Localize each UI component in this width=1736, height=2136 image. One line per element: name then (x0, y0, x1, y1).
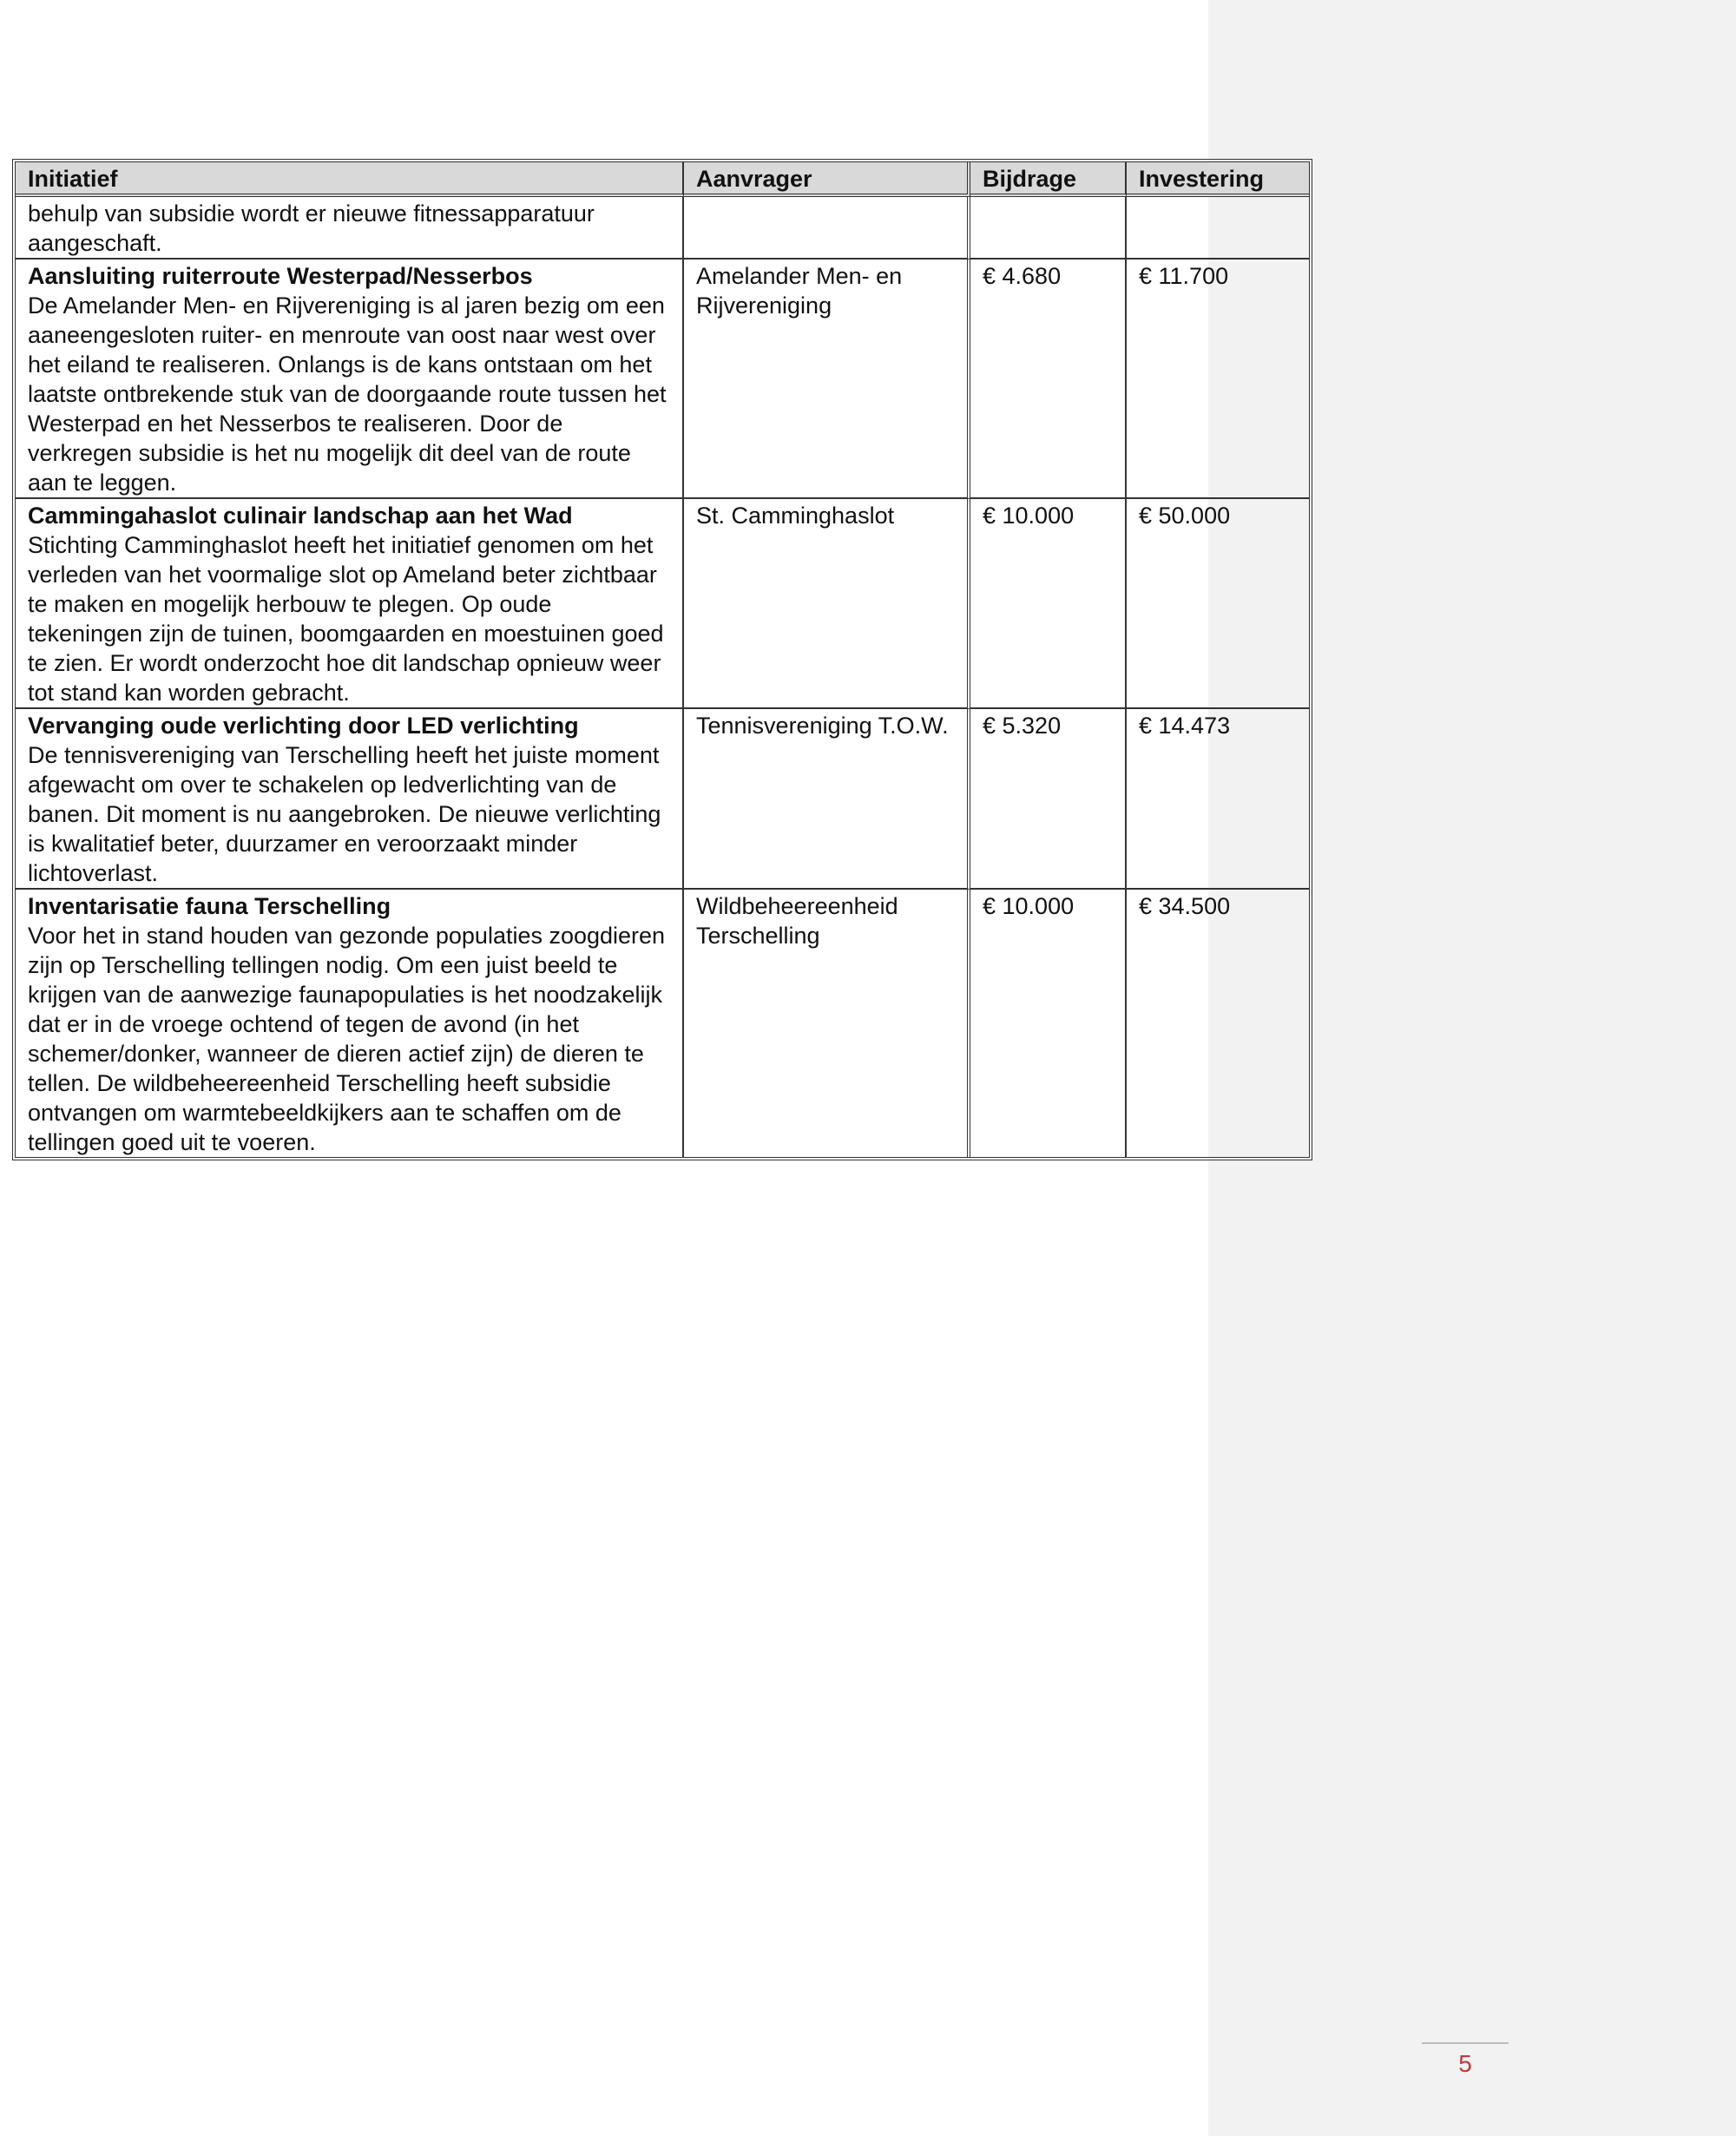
table-row (16, 890, 1309, 1157)
initiative-cell (16, 260, 684, 499)
subsidy-table-container (12, 159, 1305, 1160)
applicant-cell: Tennisvereniging T.O.W. (684, 709, 970, 890)
initiative-title: Inventarisatie fauna Terschelling (28, 893, 391, 919)
investment-cell: € 11.700 (1127, 260, 1309, 499)
investment-cell: € 14.473 (1127, 709, 1309, 890)
table-row (16, 499, 1309, 709)
contribution-cell: € 10.000 (970, 499, 1127, 709)
footer-divider (1422, 2042, 1509, 2044)
header-investering: Investering (1127, 162, 1309, 197)
initiative-cell (16, 890, 684, 1157)
subsidy-table (12, 159, 1312, 1160)
header-aanvrager: Aanvrager (684, 162, 970, 197)
initiative-title: Cammingahaslot culinair landschap aan het Wad (28, 503, 573, 529)
applicant-cell: St. Camminghaslot (684, 499, 970, 709)
table-row (16, 260, 1309, 499)
applicant-cell (684, 197, 970, 260)
applicant-cell: Wildbeheereenheid Terschelling (684, 890, 970, 1157)
contribution-cell: € 10.000 (970, 890, 1127, 1157)
contribution-cell: € 5.320 (970, 709, 1127, 890)
investment-cell: € 50.000 (1127, 499, 1309, 709)
initiative-description: behulp van subsidie wordt er nieuwe fitnessapparatuur aangeschaft. (28, 200, 595, 256)
header-initiatief: Initiatief (16, 162, 684, 197)
initiative-description: Stichting Camminghaslot heeft het initiatief genomen om het verleden van het voormalige slot op Ameland beter zichtbaar te maken en mogelijk herbouw te plegen. Op oude tekeningen zijn de tuinen, boomgaarden en moestuinen goed te zien. Er wordt onderzocht hoe dit landschap opnieuw weer tot stand kan worden gebracht. (28, 532, 664, 706)
investment-cell (1127, 197, 1309, 260)
table-row (16, 197, 1309, 260)
initiative-title: Aansluiting ruiterroute Westerpad/Nesserbos (28, 263, 533, 289)
page-number: 5 (1458, 2050, 1472, 2077)
initiative-description: De tennisvereniging van Terschelling heeft het juiste moment afgewacht om over te schakelen op ledverlichting van de banen. Dit moment is nu aangebroken. De nieuwe verlichting is kwalitatief beter, duurzamer en veroorzaakt minder lichtoverlast. (28, 742, 661, 886)
contribution-cell (970, 197, 1127, 260)
contribution-cell: € 4.680 (970, 260, 1127, 499)
initiative-cell (16, 197, 684, 260)
investment-cell: € 34.500 (1139, 893, 1231, 919)
initiative-description: Voor het in stand houden van gezonde populaties zoogdieren zijn op Terschelling tellingen nodig. Om een juist beeld te krijgen van de aanwezige faunapopulaties is het noodzakelijk dat er in de vroege ochtend of tegen de avond (in het schemer/donker, wanneer de dieren actief zijn) de dieren te tellen. De wildbeheereenheid Terschelling heeft subsidie ontvangen om warmtebeeldkijkers aan te schaffen om de tellingen goed uit te voeren. (28, 923, 666, 1155)
header-bijdrage: Bijdrage (970, 162, 1127, 197)
table-header-row (16, 162, 1309, 197)
initiative-title: Vervanging oude verlichting door LED verlichting (28, 713, 579, 739)
applicant-cell: Amelander Men- en Rijvereniging (684, 260, 970, 499)
initiative-cell (16, 499, 684, 709)
initiative-cell (16, 709, 684, 890)
table-row (16, 709, 1309, 890)
initiative-description: De Amelander Men- en Rijvereniging is al jaren bezig om een aaneengesloten ruiter- en menroute van oost naar west over het eiland te realiseren. Onlangs is de kans ontstaan om het laatste ontbrekende stuk van de doorgaande route tussen het Westerpad en het Nesserbos te realiseren. Door de verkregen subsidie is het nu mogelijk dit deel van de route aan te leggen. (28, 292, 667, 496)
